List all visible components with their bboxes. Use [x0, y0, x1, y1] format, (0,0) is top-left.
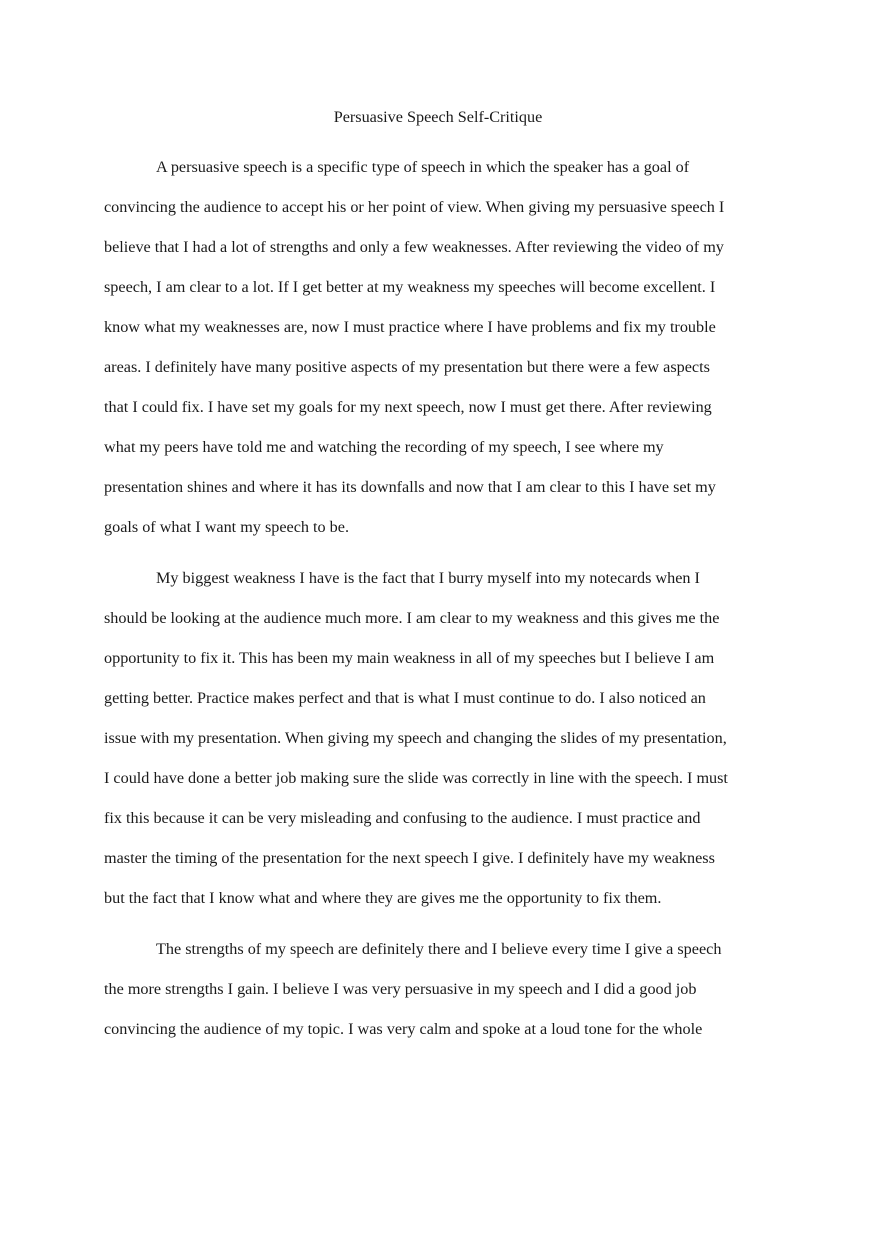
paragraph-line: goals of what I want my speech to be.	[104, 518, 349, 536]
document-body	[104, 154, 772, 1067]
paragraph-line: what my peers have told me and watching the recording of my speech, I see where my	[104, 438, 664, 456]
paragraph-line: areas. I definitely have many positive aspects of my presentation but there were a few aspects	[104, 358, 710, 376]
paragraph-line: getting better. Practice makes perfect and that is what I must continue to do. I also noticed an	[104, 689, 706, 707]
document-title: Persuasive Speech Self-Critique	[333, 108, 543, 126]
paragraph-line: believe that I had a lot of strengths and only a few weaknesses. After reviewing the video of my	[104, 238, 724, 256]
paragraph-line: fix this because it can be very misleading and confusing to the audience. I must practice and	[104, 809, 701, 827]
paragraph-line: should be looking at the audience much more. I am clear to my weakness and this gives me the	[104, 609, 720, 627]
paragraph-line: the more strengths I gain. I believe I was very persuasive in my speech and I did a good job	[104, 980, 697, 998]
paragraph-line: master the timing of the presentation for the next speech I give. I definitely have my weakness	[104, 849, 715, 867]
paragraph-line: A persuasive speech is a specific type of speech in which the speaker has a goal of	[156, 158, 690, 176]
paragraph-line: but the fact that I know what and where they are gives me the opportunity to fix them.	[104, 889, 662, 907]
paragraph-3	[104, 936, 772, 1056]
paragraph-2	[104, 565, 772, 925]
paragraph-line: presentation shines and where it has its downfalls and now that I am clear to this I have set my	[104, 478, 716, 496]
paragraph-line: that I could fix. I have set my goals for my next speech, now I must get there. After reviewing	[104, 398, 712, 416]
paragraph-line: opportunity to fix it. This has been my main weakness in all of my speeches but I believe I am	[104, 649, 715, 667]
paragraph-line: I could have done a better job making sure the slide was correctly in line with the speech. I must	[104, 769, 728, 787]
paragraph-1	[104, 154, 772, 554]
paragraph-line: speech, I am clear to a lot. If I get better at my weakness my speeches will become excellent. I	[104, 278, 716, 296]
paragraph-line: The strengths of my speech are definitely there and I believe every time I give a speech	[156, 940, 722, 958]
paragraph-line: issue with my presentation. When giving my speech and changing the slides of my presentation,	[104, 729, 727, 747]
paragraph-line: convincing the audience of my topic. I was very calm and spoke at a loud tone for the whole	[104, 1020, 703, 1038]
paragraph-line: My biggest weakness I have is the fact that I burry myself into my notecards when I	[156, 569, 700, 587]
paragraph-line: convincing the audience to accept his or her point of view. When giving my persuasive speech I	[104, 198, 725, 216]
paragraph-line: know what my weaknesses are, now I must practice where I have problems and fix my trouble	[104, 318, 716, 336]
